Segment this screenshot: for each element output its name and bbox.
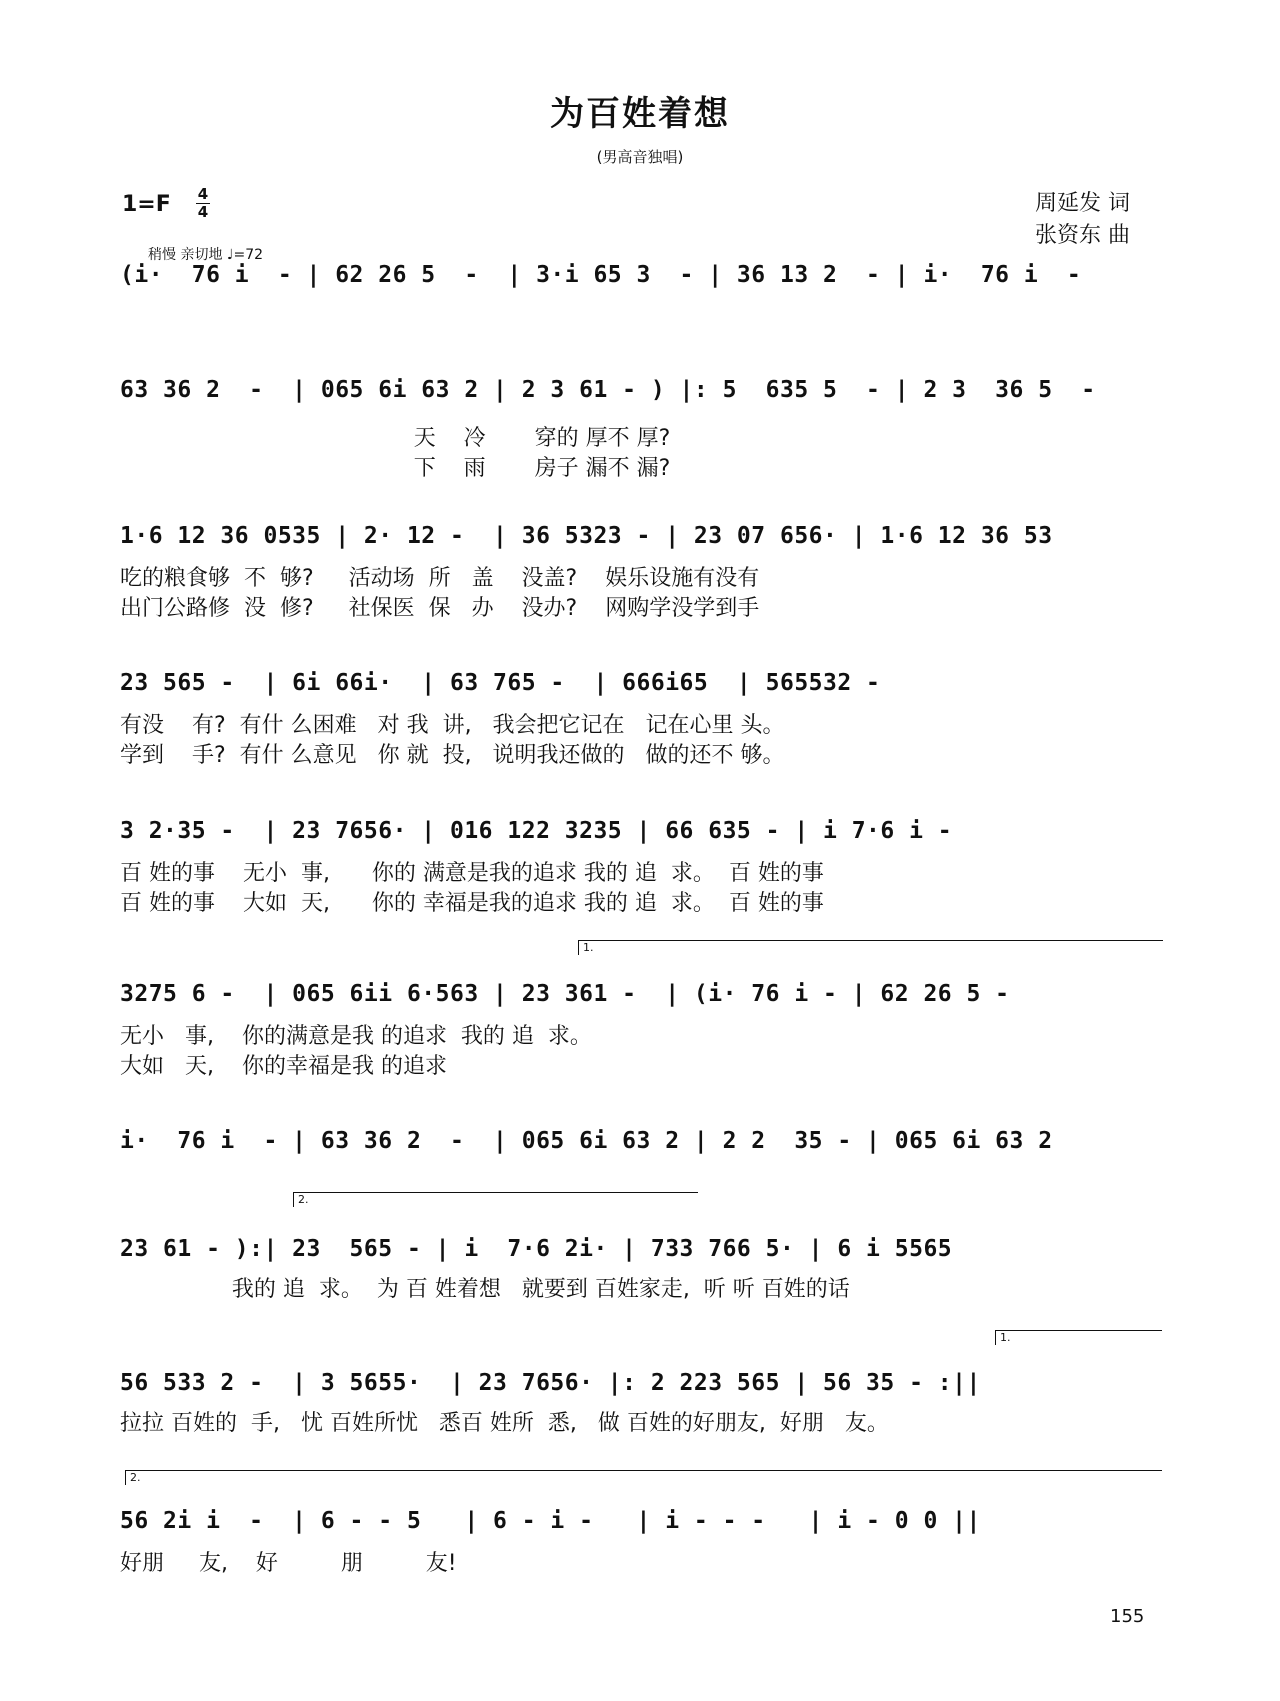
notation-line: 23 565 - | 6i 66i· | 63 765 - | 666i65 | 565532 - <box>120 670 881 696</box>
lyric-verse-1: 吃的粮食够 不 够? 活动场 所 盖 没盖? 娱乐设施有没有 <box>120 566 760 591</box>
volta-1-bracket: 1. <box>995 1330 1162 1345</box>
notation-line: i· 76 i - | 63 36 2 - | 065 6i 63 2 | 2 2 35 - | 065 6i 63 2 <box>120 1128 1053 1154</box>
lyric-line: 好朋 友, 好 朋 友! <box>120 1551 457 1576</box>
notation-line: 23 61 - ):| 23 565 - | i 7·6 2i· | 733 766 5· | 6 i 5565 <box>120 1236 953 1262</box>
song-subtitle: (男高音独唱) <box>596 148 684 166</box>
notation-line: 56 2i i - | 6 - - 5 | 6 - i - | i - - - | i - 0 0 || <box>120 1508 981 1534</box>
lyric-line: 拉拉 百姓的 手, 忧 百姓所忧 悉百 姓所 悉, 做 百姓的好朋友, 好朋 友。 <box>120 1411 889 1436</box>
lyricist: 周延发 词 <box>1035 191 1130 216</box>
time-signature <box>196 186 210 221</box>
lyric-verse-1: 百 姓的事 无小 事, 你的 满意是我的追求 我的 追 求。 百 姓的事 <box>120 861 824 886</box>
time-bottom: 4 <box>197 203 209 221</box>
song-title: 为百姓着想 <box>550 94 730 134</box>
volta-1-bracket: 1. <box>578 940 1163 955</box>
lyric-verse-2: 百 姓的事 大如 天, 你的 幸福是我的追求 我的 追 求。 百 姓的事 <box>120 891 824 916</box>
credits <box>1035 188 1130 252</box>
notation-line: 1·6 12 36 0535 | 2· 12 - | 36 5323 - | 23 07 656· | 1·6 12 36 53 <box>120 523 1053 549</box>
lyric-verse-1: 无小 事, 你的满意是我 的追求 我的 追 求。 <box>120 1024 592 1049</box>
notation-line: 3 2·35 - | 23 7656· | 016 122 3235 | 66 635 - | i 7·6 i - <box>120 818 953 844</box>
notation-line: 3275 6 - | 065 6ii 6·563 | 23 361 - | (i· 76 i - | 62 26 5 - <box>120 981 1010 1007</box>
tempo-marking: 稍慢 亲切地 ♩=72 <box>148 247 264 263</box>
lyric-verse-2: 大如 天, 你的幸福是我 的追求 <box>120 1054 447 1079</box>
lyric-line: 我的 追 求。 为 百 姓着想 就要到 百姓家走, 听 听 百姓的话 <box>120 1277 850 1302</box>
notation-line: 63 36 2 - | 065 6i 63 2 | 2 3 61 - ) |: 5 635 5 - | 2 3 36 5 - <box>120 377 1096 403</box>
volta-2-bracket: 2. <box>125 1470 1162 1485</box>
notation-line: 56 533 2 - | 3 5655· | 23 7656· |: 2 223 565 | 56 35 - :|| <box>120 1370 981 1396</box>
lyric-verse-2: 出门公路修 没 修? 社保医 保 办 没办? 网购学没学到手 <box>120 596 760 621</box>
volta-2-bracket: 2. <box>293 1192 698 1207</box>
lyric-verse-2: 学到 手? 有什 么意见 你 就 投, 说明我还做的 做的还不 够。 <box>120 743 785 768</box>
lyric-verse-1: 有没 有? 有什 么困难 对 我 讲, 我会把它记在 记在心里 头。 <box>120 713 785 738</box>
key-signature: 1=F <box>122 192 171 217</box>
lyric-verse-1: 天 冷 穿的 厚不 厚? <box>120 426 671 451</box>
notation-line: (i· 76 i - | 62 26 5 - | 3·i 65 3 - | 36 13 2 - | i· 76 i - <box>120 262 1082 288</box>
composer: 张资东 曲 <box>1035 223 1130 248</box>
time-top: 4 <box>197 185 209 203</box>
lyric-verse-2: 下 雨 房子 漏不 漏? <box>120 456 671 481</box>
page-number: 155 <box>1110 1606 1145 1627</box>
